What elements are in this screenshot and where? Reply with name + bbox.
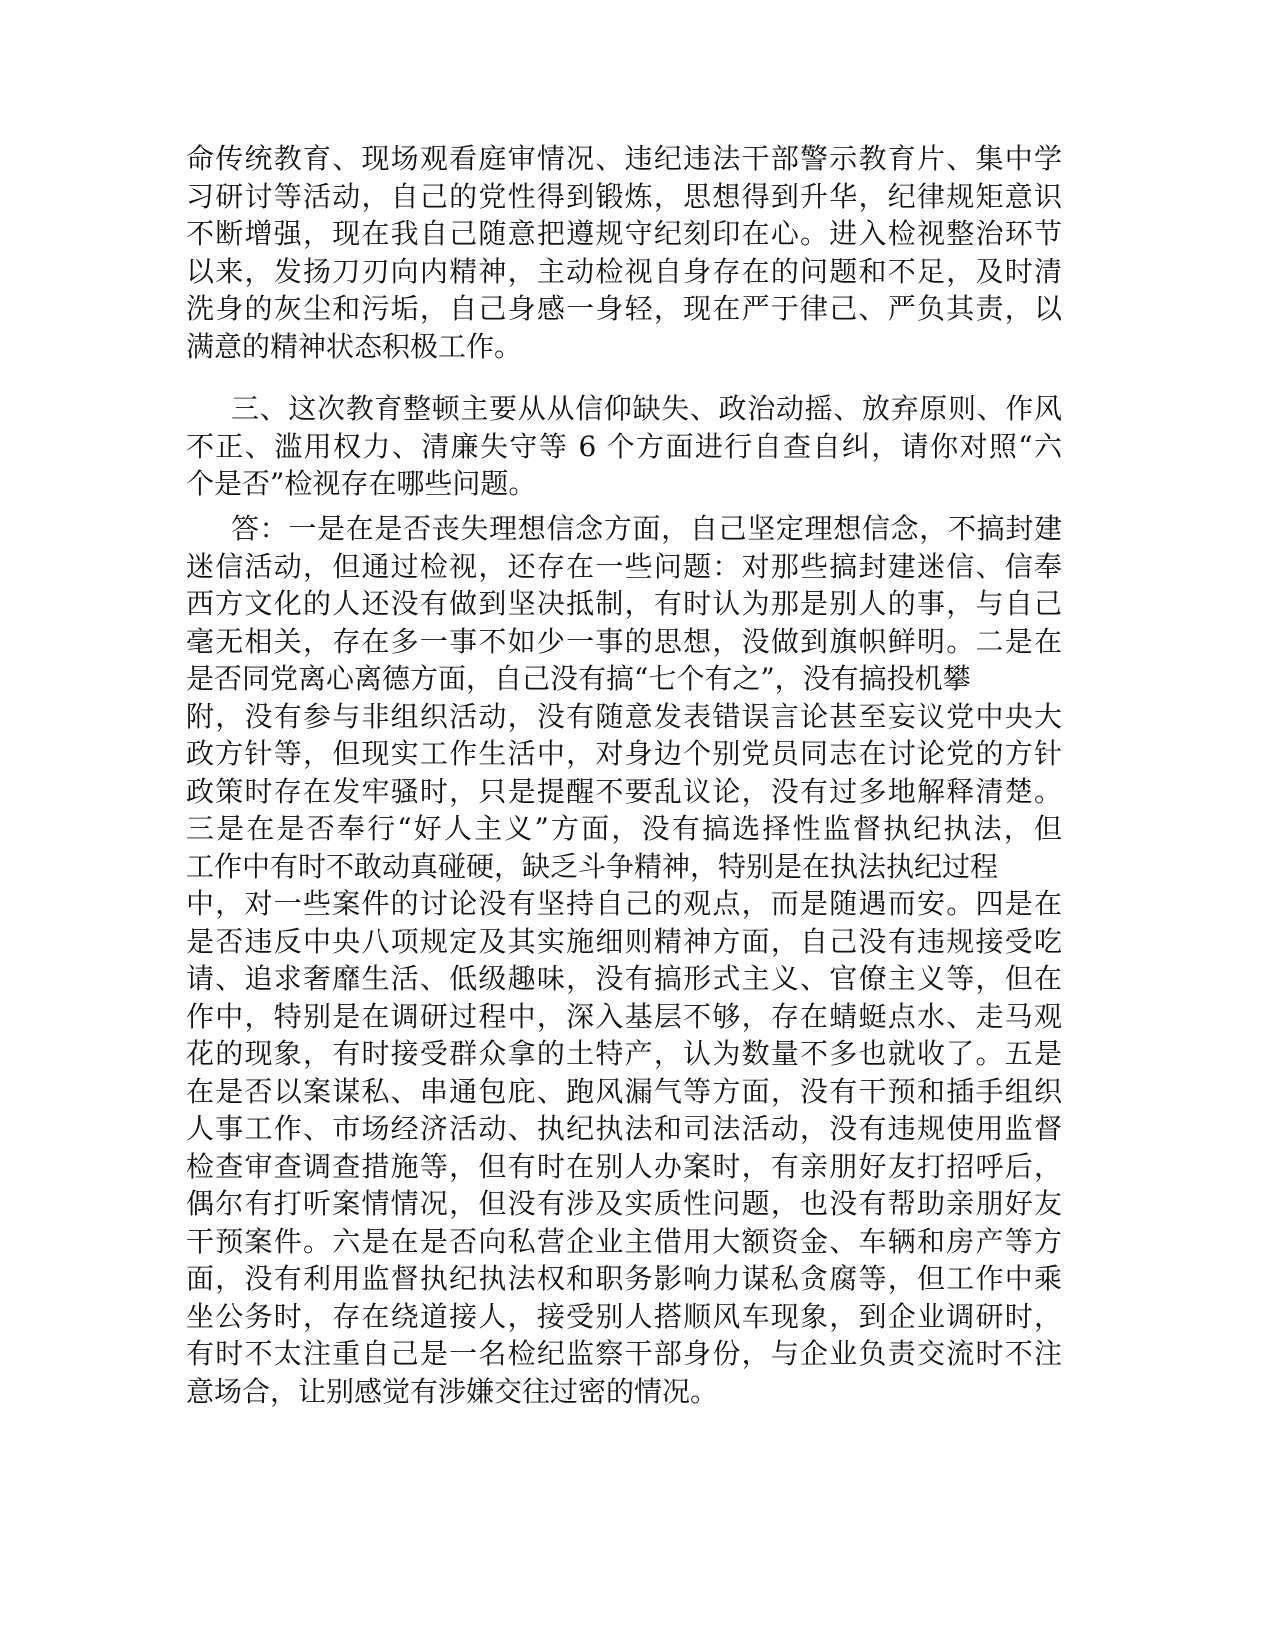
text-line: 干预案件。六是在是否向私营企业主借用大额资金、车辆和房产等方: [186, 1224, 1062, 1258]
text-line: 面，没有利用监督执纪执法权和职务影响力谋私贪腐等，但工作中乘: [186, 1262, 1062, 1295]
text-line: 在是否以案谋私、串通包庇、跑风漏气等方面，没有干预和插手组织: [186, 1074, 1062, 1108]
text-line: 迷信活动，但通过检视，还存在一些问题：对那些搞封建迷信、信奉: [186, 549, 1062, 583]
text-line: 工作中有时不敢动真碰硬，缺乏斗争精神，特别是在执法执纪过程: [186, 849, 999, 883]
text-line: 三是在是否奉行“好人主义”方面，没有搞选择性监督执纪执法，但: [186, 812, 1062, 845]
text-line: 是否同党离心离德方面，自己没有搞“七个有之”，没有搞投机攀: [186, 662, 971, 695]
text-line: 坐公务时，存在绕道接人，接受别人搭顺风车现象，到企业调研时，: [186, 1299, 1062, 1333]
text-line: 是否违反中央八项规定及其实施细则精神方面，自己没有违规接受吃: [186, 924, 1062, 958]
text-line: 毫无相关，存在多一事不如少一事的思想，没做到旗帜鲜明。二是在: [186, 624, 1062, 658]
question-three: [186, 390, 1062, 503]
text-line: 政策时存在发牢骚时，只是提醒不要乱议论，没有过多地解释清楚。: [186, 774, 1062, 808]
text-line: 偶尔有打听案情情况，但没有涉及实质性问题，也没有帮助亲朋好友: [186, 1187, 1062, 1220]
text-line: 中，对一些案件的讨论没有坚持自己的观点，而是随遇而安。四是在: [186, 887, 1062, 920]
text-line: 作中，特别是在调研过程中，深入基层不够，存在蜻蜓点水、走马观: [186, 999, 1062, 1033]
text-line: 不断增强，现在我自己随意把遵规守纪刻印在心。进入检视整治环节: [186, 217, 1062, 250]
answer-paragraph: [186, 510, 1062, 1410]
text-line: 有时不太注重自己是一名检纪监察干部身份，与企业负责交流时不注: [186, 1337, 1062, 1370]
text-line: 人事工作、市场经济活动、执纪执法和司法活动，没有违规使用监督: [186, 1112, 1062, 1145]
answer-first-line: 答：一是在是否丧失理想信念方面，自己坚定理想信念，不搞封建: [231, 512, 1062, 545]
text-line: 习研讨等活动，自己的党性得到锻炼，思想得到升华，纪律规矩意识: [186, 179, 1062, 213]
text-line: 意场合，让别感觉有涉嫌交往过密的情况。: [186, 1374, 719, 1408]
text-line: 请、追求奢靡生活、低级趣味，没有搞形式主义、官僚主义等，但在: [186, 962, 1062, 995]
text-line: 花的现象，有时接受群众拿的土特产，认为数量不多也就收了。五是: [186, 1037, 1062, 1070]
text-line: 政方针等，但现实工作生活中，对身边个别党员同志在讨论党的方针: [186, 737, 1062, 770]
text-line: 附，没有参与非组织活动，没有随意发表错误言论甚至妄议党中央大: [186, 699, 1062, 733]
text-line: 检查审查调查措施等，但有时在别人办案时，有亲朋好友打招呼后，: [186, 1149, 1062, 1183]
question-heading-line: 三、这次教育整顿主要从从信仰缺失、政治动摇、放弃原则、作风: [231, 392, 1062, 425]
text-line: 满意的精神状态积极工作。: [186, 329, 523, 363]
text-line: 命传统教育、现场观看庭审情况、违纪违法干部警示教育片、集中学: [186, 142, 1062, 175]
text-line: 个是否”检视存在哪些问题。: [186, 467, 537, 500]
text-line: 不正、滥用权力、清廉失守等 6 个方面进行自查自纠，请你对照“六: [186, 429, 1062, 463]
text-line: 西方文化的人还没有做到坚决抵制，有时认为那是别人的事，与自己: [186, 587, 1062, 620]
paragraph-continued: [186, 140, 1062, 365]
text-line: 洗身的灰尘和污垢，自己身感一身轻，现在严于律己、严负其责，以: [186, 292, 1062, 325]
text-line: 以来，发扬刀刃向内精神，主动检视自身存在的问题和不足，及时清: [186, 254, 1062, 288]
